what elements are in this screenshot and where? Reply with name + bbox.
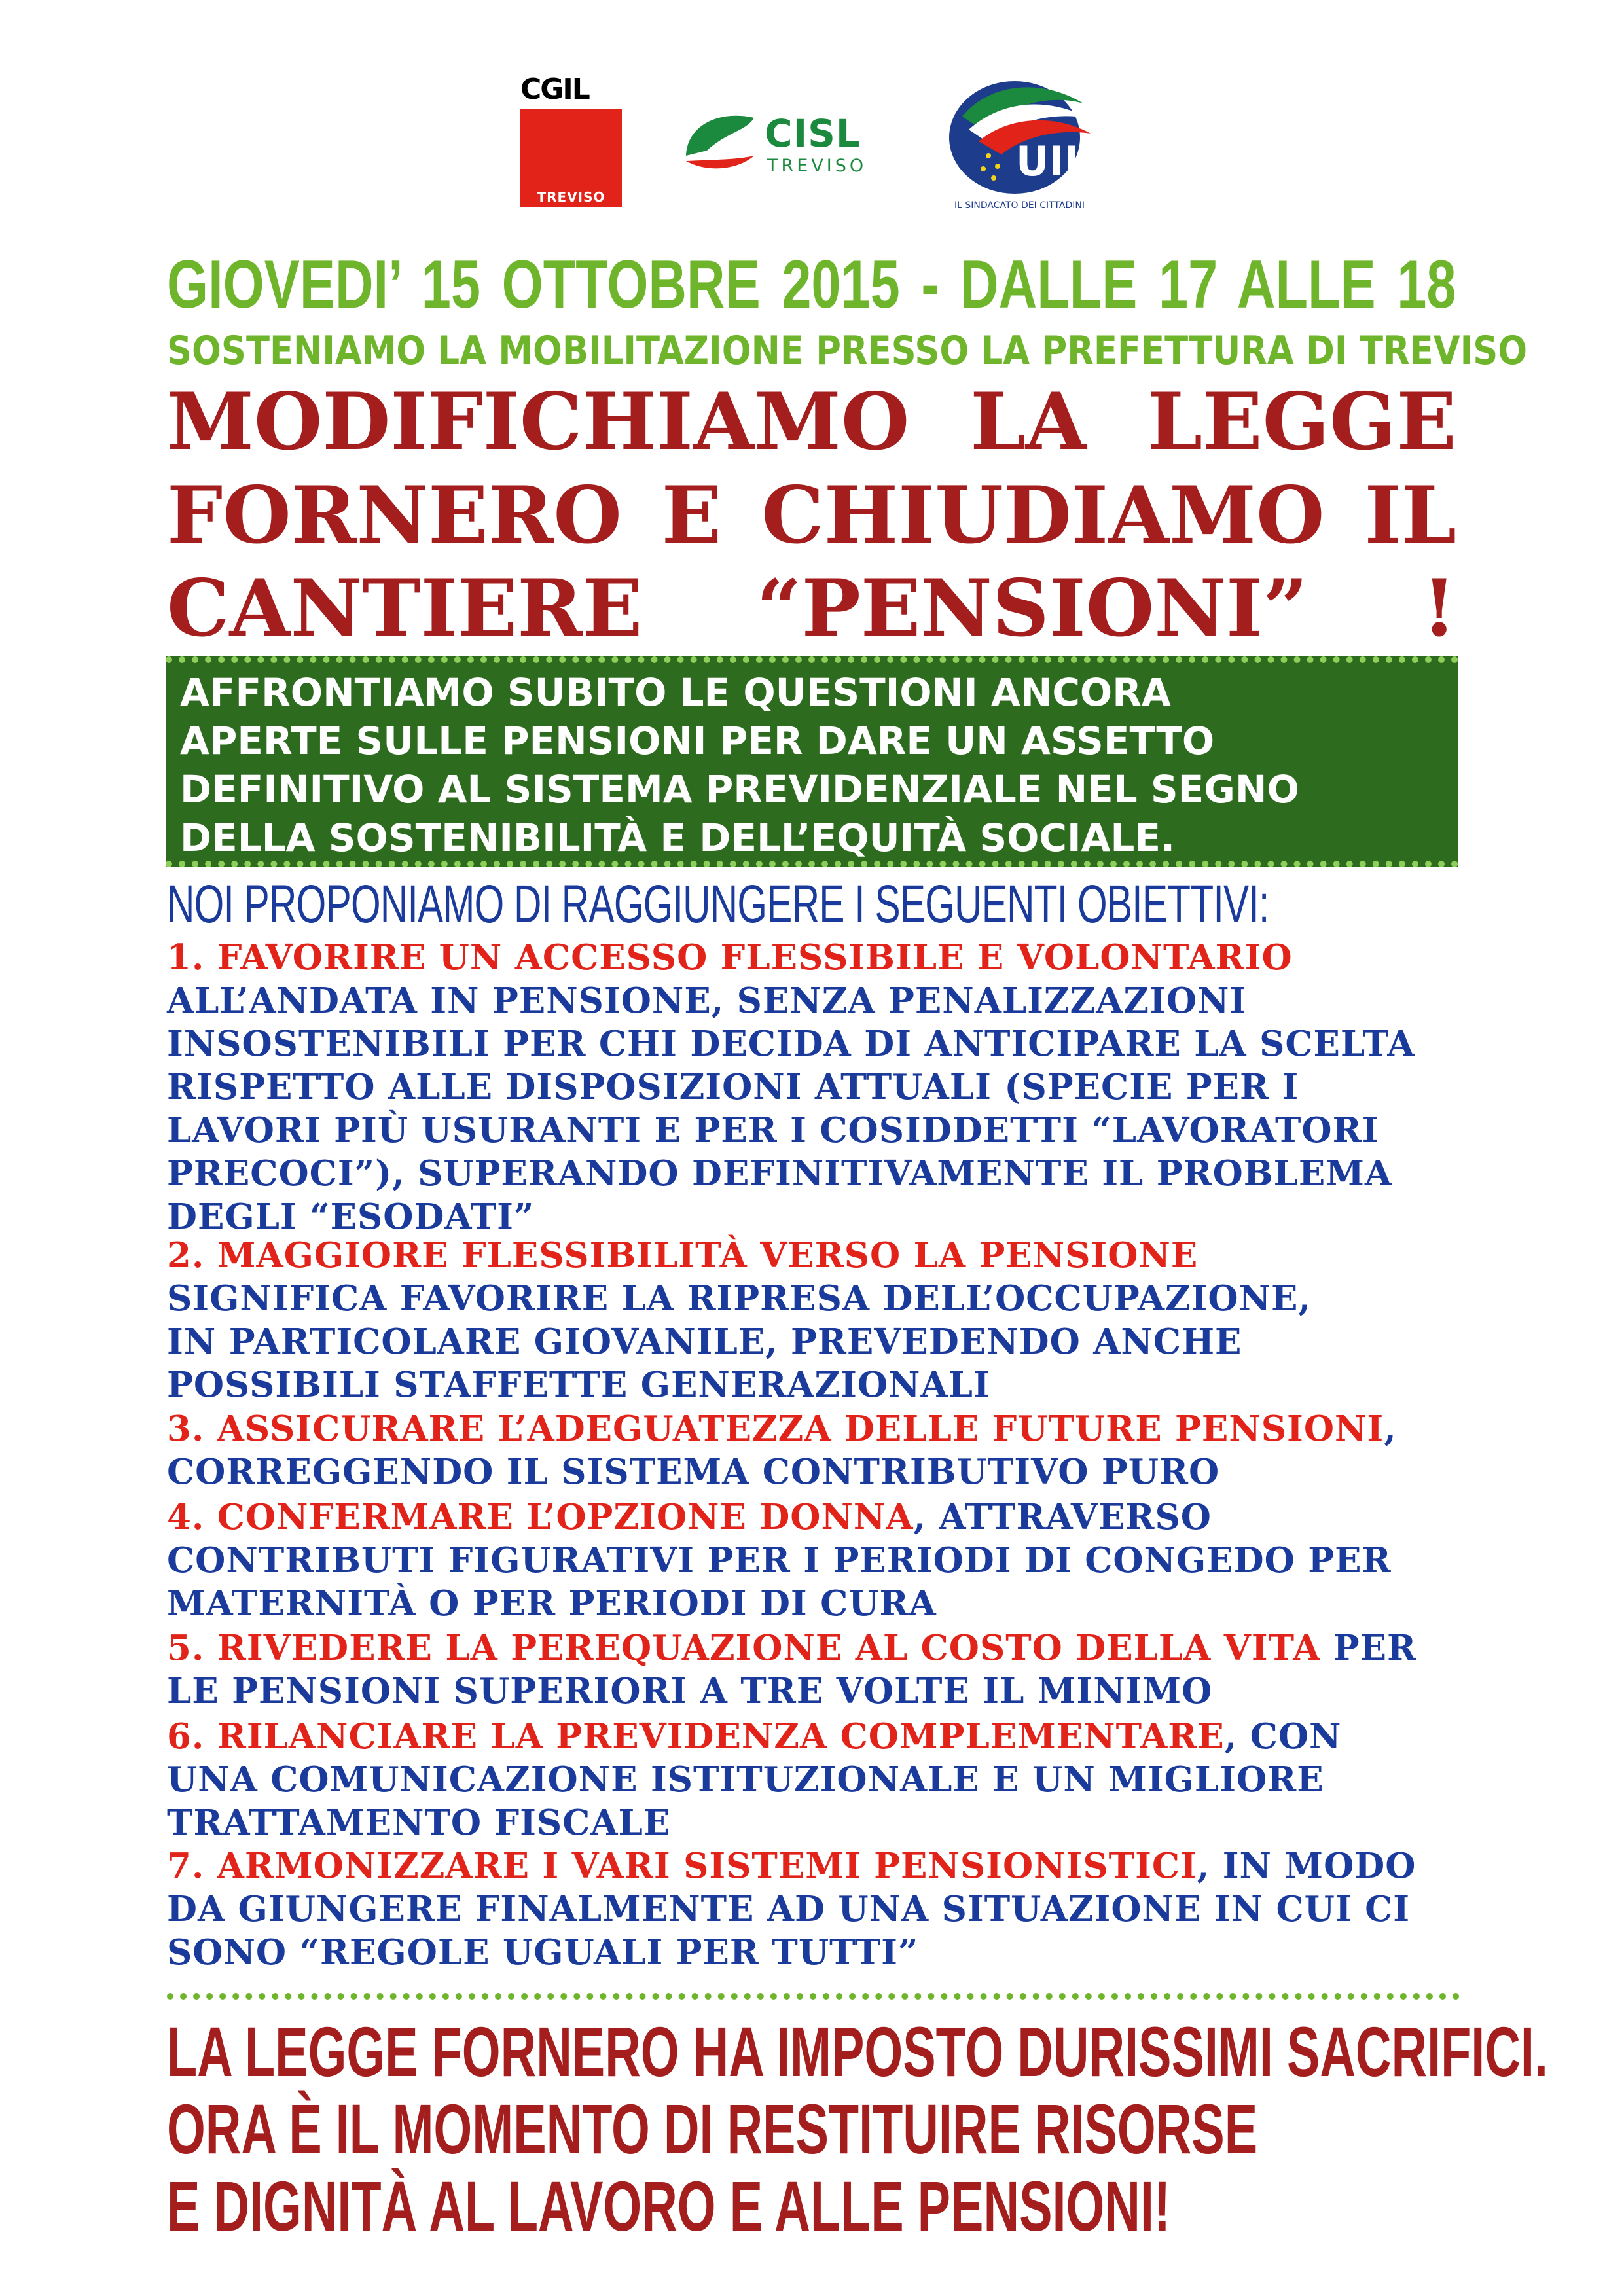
intro-line-3: DEFINITIVO AL SISTEMA PREVIDENZIALE NEL SEGNO bbox=[180, 767, 1299, 812]
objective-highlight: PREVIDENZA COMPLEMENTARE bbox=[556, 1716, 1225, 1757]
uil-logo-tagline: IL SINDACATO DEI CITTADINI bbox=[954, 200, 1085, 211]
objective-text-line: CORREGGENDO IL SISTEMA CONTRIBUTIVO PURO bbox=[167, 1452, 1220, 1492]
objective-text-line: TRATTAMENTO FISCALE bbox=[167, 1803, 671, 1843]
objective-highlight: ACCESSO FLESSIBILE E VOLONTARIO bbox=[514, 937, 1293, 978]
objective-highlight: SISTEMI PENSIONISTICI bbox=[683, 1846, 1197, 1886]
objective-tail: , ATTRAVERSO bbox=[913, 1497, 1212, 1537]
objective-item-7 bbox=[167, 1844, 1463, 1974]
objective-item-6 bbox=[167, 1715, 1463, 1844]
intro-line-2: APERTE SULLE PENSIONI PER DARE UN ASSETTO bbox=[180, 719, 1215, 763]
objective-tail: PER bbox=[1320, 1628, 1417, 1668]
objective-text-line: RISPETTO ALLE DISPOSIZIONI ATTUALI (SPECIE PER I bbox=[167, 1067, 1299, 1107]
objective-number: 3. bbox=[167, 1408, 205, 1449]
objective-item-5 bbox=[167, 1626, 1463, 1713]
objective-lead: FAVORIRE UN bbox=[204, 937, 515, 978]
intro-box bbox=[166, 656, 1458, 867]
closing-line-3: E DIGNITÀ AL LAVORO E ALLE PENSIONI! bbox=[167, 2166, 1171, 2246]
cgil-logo bbox=[520, 73, 622, 207]
cgil-logo-red-square bbox=[520, 109, 622, 207]
objective-highlight: OPZIONE DONNA bbox=[556, 1497, 914, 1537]
objective-lead-line bbox=[167, 1234, 1463, 1277]
objective-tail: , CON bbox=[1224, 1716, 1342, 1757]
objective-item-2 bbox=[167, 1234, 1463, 1407]
objective-lead-line bbox=[167, 936, 1463, 979]
closing-line-1: LA LEGGE FORNERO HA IMPOSTO DURISSIMI SACRIFICI. bbox=[167, 2012, 1548, 2091]
headline-line-3: CANTIERE “PENSIONI” ! bbox=[167, 562, 1456, 655]
objective-lead-line bbox=[167, 1626, 1463, 1670]
objective-highlight: ADEGUATEZZA DELLE FUTURE PENSIONI bbox=[527, 1408, 1384, 1449]
objective-item-3 bbox=[167, 1407, 1463, 1494]
event-date-line: GIOVEDI’ 15 OTTOBRE 2015 - DALLE 17 ALLE 18 bbox=[167, 247, 1456, 323]
objective-lead: CONFERMARE L’ bbox=[204, 1497, 556, 1537]
objective-text-line: DEGLI “ESODATI” bbox=[167, 1196, 535, 1237]
cisl-logo-city: TREVISO bbox=[767, 156, 867, 176]
objective-lead-line bbox=[167, 1844, 1463, 1888]
cisl-logo-word: CISL bbox=[765, 111, 861, 156]
intro-line-4: DELLA SOSTENIBILITÀ E DELL’EQUITÀ SOCIALE. bbox=[180, 816, 1176, 860]
intro-line-1: AFFRONTIAMO SUBITO LE QUESTIONI ANCORA bbox=[180, 670, 1171, 715]
headline-line-2: FORNERO E CHIUDIAMO IL bbox=[167, 469, 1456, 562]
objective-lead: MAGGIORE bbox=[204, 1235, 461, 1276]
objective-number: 1. bbox=[167, 937, 205, 978]
objective-lead-line bbox=[167, 1496, 1463, 1539]
objective-item-4 bbox=[167, 1496, 1463, 1625]
objective-text-line: PRECOCI”), SUPERANDO DEFINITIVAMENTE IL PROBLEMA bbox=[167, 1153, 1393, 1194]
headline-line-1: MODIFICHIAMO LA LEGGE bbox=[167, 376, 1456, 468]
cisl-logo bbox=[681, 105, 903, 183]
objective-lead: RILANCIARE LA bbox=[204, 1716, 556, 1757]
objective-number: 4. bbox=[167, 1497, 205, 1537]
dotted-divider bbox=[167, 1993, 1460, 2000]
uil-globe-icon bbox=[943, 77, 1096, 198]
objective-highlight: FLESSIBILITÀ VERSO LA PENSIONE bbox=[461, 1235, 1199, 1276]
objective-text-line: MATERNITÀ O PER PERIODI DI CURA bbox=[167, 1583, 937, 1624]
objective-text-line: LAVORI PIÙ USURANTI E PER I COSIDDETTI “LAVORATORI bbox=[167, 1110, 1379, 1151]
objective-text-line: CONTRIBUTI FIGURATIVI PER I PERIODI DI CONGEDO PER bbox=[167, 1540, 1392, 1581]
uil-logo bbox=[936, 77, 1103, 216]
objective-number: 2. bbox=[167, 1235, 205, 1276]
objective-number: 5. bbox=[167, 1628, 205, 1668]
objective-lead: ASSICURARE L’ bbox=[204, 1408, 528, 1449]
objective-highlight: PEREQUAZIONE AL COSTO DELLA VITA bbox=[511, 1628, 1321, 1668]
uil-logo-word: UIL bbox=[1016, 137, 1090, 185]
objectives-heading: NOI PROPONIAMO DI RAGGIUNGERE I SEGUENTI OBIETTIVI: bbox=[167, 874, 1269, 934]
event-subtitle: SOSTENIAMO LA MOBILITAZIONE PRESSO LA PREFETTURA DI TREVISO bbox=[167, 328, 1528, 374]
objective-lead: RIVEDERE LA bbox=[204, 1628, 511, 1668]
cisl-leaf-icon bbox=[681, 105, 759, 177]
objective-text-line: DA GIUNGERE FINALMENTE AD UNA SITUAZIONE IN CUI CI bbox=[167, 1889, 1411, 1929]
objective-text-line: SONO “REGOLE UGUALI PER TUTTI” bbox=[167, 1932, 919, 1973]
closing-line-2: ORA È IL MOMENTO DI RESTITUIRE RISORSE bbox=[167, 2089, 1258, 2168]
objective-text-line: LE PENSIONI SUPERIORI A TRE VOLTE IL MINIMO bbox=[167, 1671, 1213, 1712]
cgil-logo-word: CGIL bbox=[520, 73, 589, 106]
objective-tail: , IN MODO bbox=[1197, 1846, 1416, 1886]
objective-text-line: INSOSTENIBILI PER CHI DECIDA DI ANTICIPARE LA SCELTA bbox=[167, 1024, 1415, 1064]
objective-text-line: SIGNIFICA FAVORIRE LA RIPRESA DELL’OCCUPAZIONE, bbox=[167, 1278, 1311, 1319]
objective-number: 7. bbox=[167, 1846, 205, 1886]
cgil-logo-city: TREVISO bbox=[537, 189, 605, 205]
objective-text-line: IN PARTICOLARE GIOVANILE, PREVEDENDO ANCHE bbox=[167, 1321, 1242, 1362]
objective-text-line: UNA COMUNICAZIONE ISTITUZIONALE E UN MIGLIORE bbox=[167, 1759, 1324, 1800]
objective-text-line: POSSIBILI STAFFETTE GENERAZIONALI bbox=[167, 1365, 990, 1405]
objective-lead-line bbox=[167, 1715, 1463, 1758]
objective-item-1 bbox=[167, 936, 1463, 1238]
objective-lead-line bbox=[167, 1407, 1463, 1450]
objective-text-line: ALL’ANDATA IN PENSIONE, SENZA PENALIZZAZIONI bbox=[167, 980, 1247, 1021]
objective-lead: ARMONIZZARE I VARI bbox=[204, 1846, 684, 1886]
objective-tail: , bbox=[1384, 1408, 1397, 1449]
objective-number: 6. bbox=[167, 1716, 205, 1757]
